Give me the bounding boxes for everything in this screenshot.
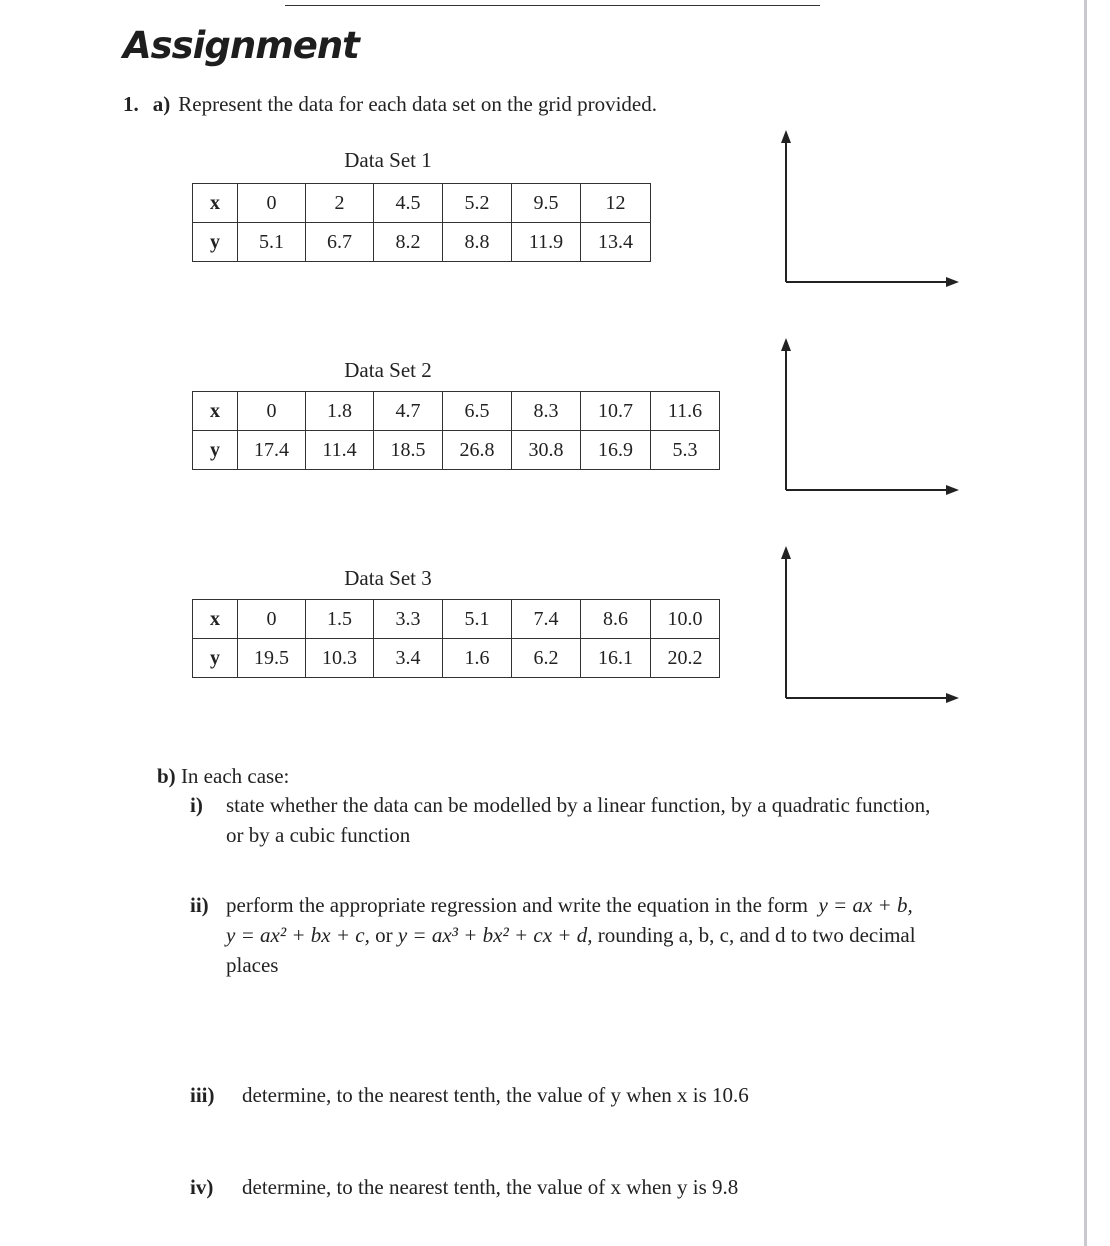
item-text-line1: state whether the data can be modelled by a linear function, by a quadratic function, (226, 793, 931, 817)
cubic-form: y = ax³ + bx² + cx + d, (397, 923, 593, 947)
page-edge-divider (1084, 0, 1087, 1246)
table-cell: 13.4 (581, 223, 651, 262)
table-cell: 30.8 (512, 431, 581, 470)
data-set-1-grid-axes[interactable] (775, 125, 965, 295)
roman-numeral: i) (190, 793, 203, 817)
or-text: or (375, 923, 393, 947)
y-header: y (193, 431, 238, 470)
table-row-x (193, 600, 720, 639)
linear-form: y = ax + b, (818, 893, 913, 917)
part-b-item-ii (190, 890, 916, 980)
part-b-intro (157, 764, 289, 789)
table-cell: 1.5 (306, 600, 374, 639)
table-cell: 8.3 (512, 392, 581, 431)
item-text-line2: or by a cubic function (226, 823, 411, 847)
part-b-item-iii (190, 1080, 749, 1110)
y-axis-arrow-icon (781, 130, 791, 143)
table-cell: 17.4 (238, 431, 306, 470)
table-cell: 0 (238, 184, 306, 223)
table-cell: 0 (238, 600, 306, 639)
table-cell: 7.4 (512, 600, 581, 639)
item-text: determine, to the nearest tenth, the value of x when y is 9.8 (242, 1175, 739, 1199)
table-cell: 10.3 (306, 639, 374, 678)
table-cell: 0 (238, 392, 306, 431)
x-header: x (193, 184, 238, 223)
table-cell: 19.5 (238, 639, 306, 678)
table-cell: 2 (306, 184, 374, 223)
table-cell: 1.6 (443, 639, 512, 678)
x-header: x (193, 600, 238, 639)
y-header: y (193, 639, 238, 678)
table-cell: 5.3 (651, 431, 720, 470)
question-number: 1. (123, 92, 139, 116)
data-set-2-grid-axes[interactable] (775, 333, 965, 503)
table-cell: 5.2 (443, 184, 512, 223)
table-cell: 16.1 (581, 639, 651, 678)
table-row-y (193, 431, 720, 470)
data-set-2-caption: Data Set 2 (344, 358, 432, 382)
data-set-1-caption: Data Set 1 (344, 148, 432, 172)
y-axis-arrow-icon (781, 338, 791, 351)
part-b-intro-text: In each case: (180, 764, 290, 788)
part-b-item-iv (190, 1172, 738, 1202)
table-cell: 16.9 (581, 431, 651, 470)
table-row-x (193, 392, 720, 431)
table-cell: 11.6 (651, 392, 720, 431)
data-set-3-grid-axes[interactable] (775, 541, 965, 711)
x-axis-arrow-icon (946, 693, 959, 703)
table-cell: 3.3 (374, 600, 443, 639)
table-cell: 26.8 (443, 431, 512, 470)
table-row-y (193, 639, 720, 678)
data-set-2-table (192, 391, 720, 470)
x-axis-arrow-icon (946, 485, 959, 495)
table-cell: 18.5 (374, 431, 443, 470)
data-set-1-table (192, 183, 651, 262)
table-row-x (193, 184, 651, 223)
roman-numeral: iv) (190, 1175, 214, 1199)
table-cell: 11.4 (306, 431, 374, 470)
rounding-text: rounding a, b, c, and d to two decimal (597, 923, 916, 947)
table-cell: 9.5 (512, 184, 581, 223)
table-cell: 1.8 (306, 392, 374, 431)
table-cell: 5.1 (238, 223, 306, 262)
table-cell: 6.5 (443, 392, 512, 431)
part-a-letter: a) (152, 92, 171, 116)
table-row-y (193, 223, 651, 262)
x-header: x (193, 392, 238, 431)
part-b-item-i (190, 790, 930, 850)
table-cell: 11.9 (512, 223, 581, 262)
question-1-part-a (123, 92, 657, 117)
roman-numeral: iii) (190, 1083, 215, 1107)
quadratic-form: y = ax² + bx + c, (226, 923, 370, 947)
part-a-text: Represent the data for each data set on the grid provided. (178, 92, 657, 116)
table-cell: 6.2 (512, 639, 581, 678)
roman-numeral: ii) (190, 893, 209, 917)
y-header: y (193, 223, 238, 262)
item-text-line1: perform the appropriate regression and write the equation in the form (226, 893, 808, 917)
part-b-letter: b) (157, 764, 176, 788)
table-cell: 8.8 (443, 223, 512, 262)
x-axis-arrow-icon (946, 277, 959, 287)
table-cell: 4.7 (374, 392, 443, 431)
table-cell: 8.2 (374, 223, 443, 262)
table-cell: 12 (581, 184, 651, 223)
table-cell: 8.6 (581, 600, 651, 639)
table-cell: 4.5 (374, 184, 443, 223)
top-rule (285, 5, 820, 6)
table-cell: 5.1 (443, 600, 512, 639)
table-cell: 20.2 (651, 639, 720, 678)
data-set-3-table (192, 599, 720, 678)
item-text: determine, to the nearest tenth, the value of y when x is 10.6 (242, 1083, 749, 1107)
table-cell: 3.4 (374, 639, 443, 678)
item-text-line3: places (226, 953, 279, 977)
table-cell: 10.0 (651, 600, 720, 639)
table-cell: 10.7 (581, 392, 651, 431)
page-title: Assignment (123, 24, 359, 67)
data-set-3-caption: Data Set 3 (344, 566, 432, 590)
y-axis-arrow-icon (781, 546, 791, 559)
table-cell: 6.7 (306, 223, 374, 262)
